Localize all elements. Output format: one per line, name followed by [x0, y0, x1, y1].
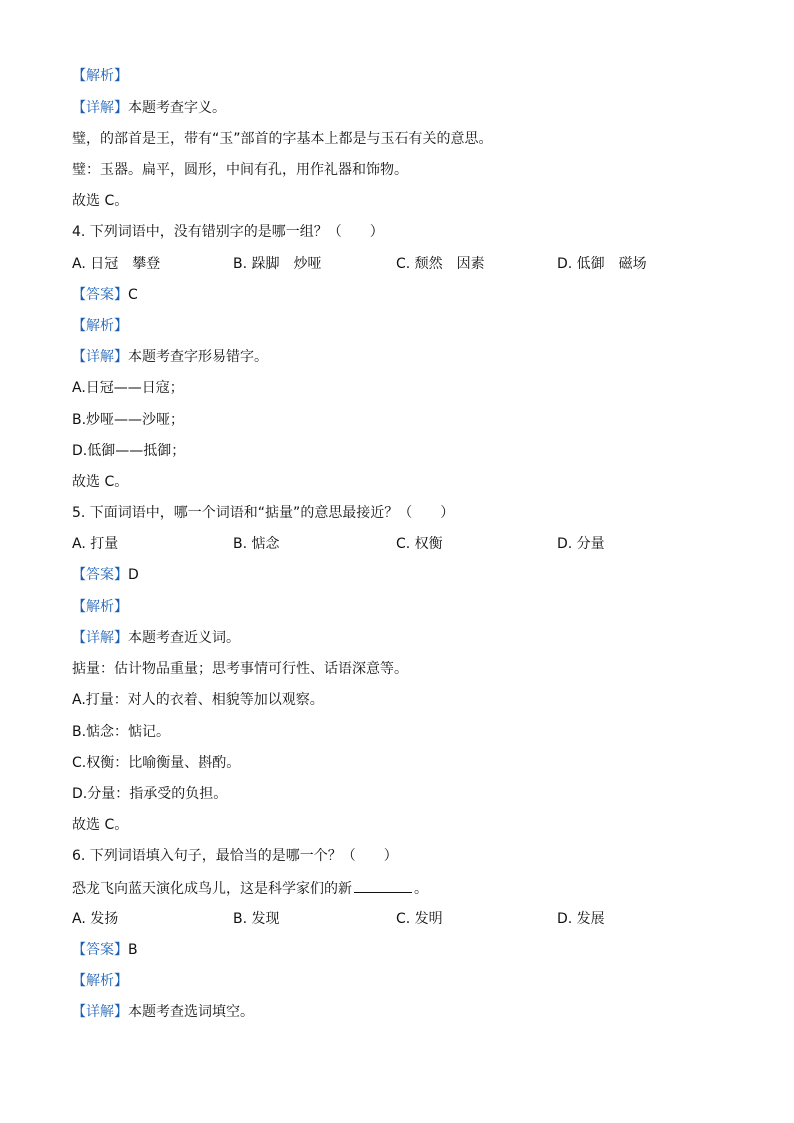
- sentence-start: 恐龙飞向蓝天演化成鸟儿，这是科学家们的新: [72, 881, 352, 897]
- analysis-tag: 【解析】: [72, 973, 128, 989]
- detail-tag: 【详解】: [72, 630, 128, 646]
- explanation-line: 掂量：估计物品重量；思考事情可行性、话语深意等。: [72, 661, 408, 677]
- answer-tag: 【答案】: [72, 942, 128, 958]
- q4-option-b: B. 跺脚 炒哑: [233, 256, 322, 272]
- detail-line: [72, 628, 240, 648]
- question-6: 6. 下列词语填入句子，最恰当的是哪一个？（ ）: [72, 848, 398, 864]
- detail-tag: 【详解】: [72, 349, 128, 365]
- detail-line: [72, 1002, 254, 1022]
- detail-text: 本题考查字义。: [128, 100, 226, 116]
- q5-option-a: A. 打量: [72, 536, 119, 552]
- question-5: 5. 下面词语中，哪一个词语和“掂量”的意思最接近？（ ）: [72, 505, 455, 521]
- q4-option-d: D. 低御 磁场: [557, 256, 647, 272]
- detail-text: 本题考查选词填空。: [128, 1004, 254, 1020]
- q6-option-a: A. 发扬: [72, 911, 119, 927]
- q5-option-c: C. 权衡: [396, 536, 443, 552]
- explanation-line: B.炒哑——沙哑；: [72, 412, 185, 428]
- detail-text: 本题考查近义词。: [128, 630, 240, 646]
- answer-line: [72, 940, 138, 960]
- q4-option-c: C. 颓然 因素: [396, 256, 485, 272]
- explanation-line: 璧，的部首是王，带有“玉”部首的字基本上都是与玉石有关的意思。: [72, 131, 493, 147]
- answer-value: B: [128, 942, 138, 958]
- explanation-line: A.打量：对人的衣着、相貌等加以观察。: [72, 692, 324, 708]
- explanation-line: C.权衡：比喻衡量、斟酌。: [72, 755, 241, 771]
- analysis-tag: 【解析】: [72, 68, 128, 84]
- analysis-tag: 【解析】: [72, 599, 128, 615]
- detail-line: [72, 347, 268, 367]
- answer-value: D: [128, 567, 139, 583]
- question-4: 4. 下列词语中，没有错别字的是哪一组？（ ）: [72, 224, 384, 240]
- sentence-end: 。: [414, 881, 428, 897]
- q6-option-b: B. 发现: [233, 911, 280, 927]
- detail-tag: 【详解】: [72, 1004, 128, 1020]
- q4-option-a: A. 日冠 攀登: [72, 256, 161, 272]
- conclusion: 故选 C。: [72, 817, 129, 833]
- conclusion: 故选 C。: [72, 474, 129, 490]
- answer-tag: 【答案】: [72, 287, 128, 303]
- fill-blank: [354, 878, 412, 893]
- answer-tag: 【答案】: [72, 567, 128, 583]
- explanation-line: A.日冠——日寇；: [72, 380, 184, 396]
- explanation-line: 璧：玉器。扁平，圆形，中间有孔，用作礼器和饰物。: [72, 162, 408, 178]
- q5-option-d: D. 分量: [557, 536, 605, 552]
- analysis-tag: 【解析】: [72, 318, 128, 334]
- answer-value: C: [128, 287, 138, 303]
- q6-option-d: D. 发展: [557, 911, 605, 927]
- explanation-line: D.分量：指承受的负担。: [72, 786, 228, 802]
- explanation-line: B.惦念：惦记。: [72, 724, 171, 740]
- detail-text: 本题考查字形易错字。: [128, 349, 268, 365]
- q5-option-b: B. 惦念: [233, 536, 280, 552]
- conclusion: 故选 C。: [72, 193, 129, 209]
- answer-line: [72, 565, 139, 585]
- q6-option-c: C. 发明: [396, 911, 443, 927]
- answer-line: [72, 285, 138, 305]
- detail-tag: 【详解】: [72, 100, 128, 116]
- detail-line: [72, 98, 226, 118]
- fill-sentence: [72, 878, 428, 898]
- explanation-line: D.低御——抵御；: [72, 443, 186, 459]
